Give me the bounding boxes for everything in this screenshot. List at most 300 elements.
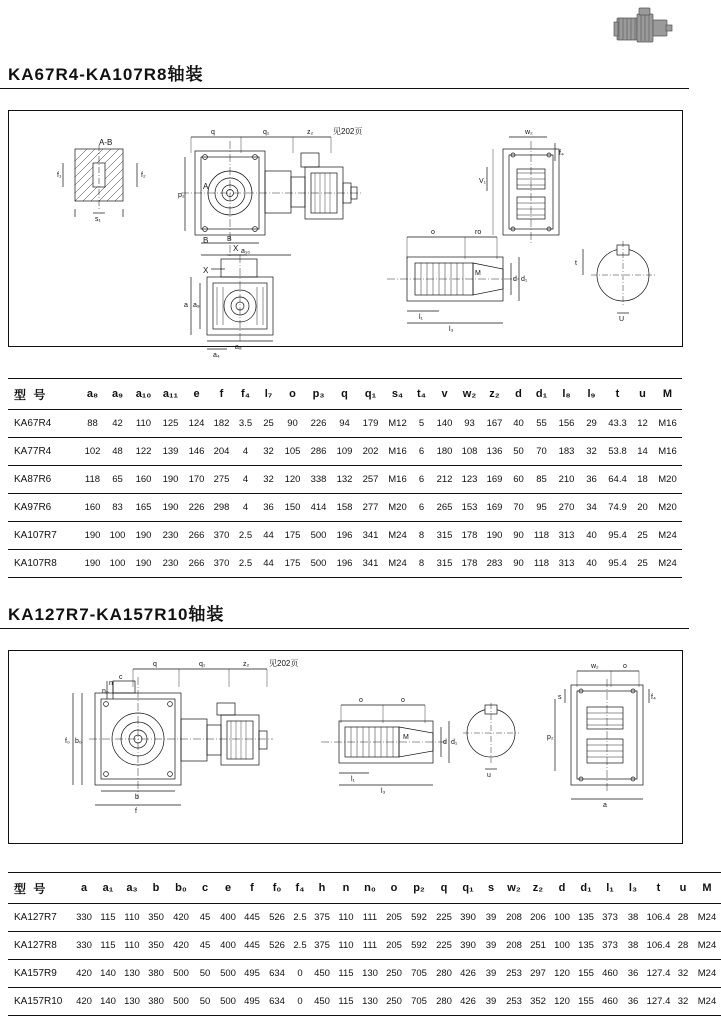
col-head-2: a₉ xyxy=(105,379,130,410)
spec-value-cell: 93 xyxy=(457,410,482,438)
spec-value-cell: 39 xyxy=(480,960,502,988)
spec-value-cell: 179 xyxy=(357,410,384,438)
svg-text:l₁: l₁ xyxy=(351,776,355,783)
spec-value-cell: M24 xyxy=(653,522,682,550)
col2-head-0: 型 号 xyxy=(8,873,72,904)
svg-text:o: o xyxy=(623,663,627,670)
col2-head-25: t xyxy=(644,873,673,904)
table-row xyxy=(8,494,682,522)
spec-value-cell: 130 xyxy=(358,988,382,1016)
spec-value-cell: 592 xyxy=(406,932,432,960)
spec-value-cell: 426 xyxy=(456,960,480,988)
spec-value-cell: 190 xyxy=(482,522,507,550)
spec-value-cell: 120 xyxy=(280,466,305,494)
spec-value-cell: 115 xyxy=(334,960,358,988)
spec-value-cell: 190 xyxy=(130,550,157,578)
spec-value-cell: 225 xyxy=(432,904,456,932)
spec-value-cell: 12 xyxy=(632,410,653,438)
svg-text:z₂: z₂ xyxy=(243,661,250,668)
section-2 xyxy=(0,600,689,629)
spec-value-cell: 230 xyxy=(157,522,184,550)
spec-value-cell: 257 xyxy=(357,466,384,494)
spec-value-cell: 180 xyxy=(432,438,457,466)
svg-text:f₂: f₂ xyxy=(141,172,146,179)
svg-text:s: s xyxy=(558,694,562,701)
spec-value-cell: 39 xyxy=(480,988,502,1016)
spec-value-cell: 100 xyxy=(550,904,574,932)
spec-value-cell: 286 xyxy=(305,438,332,466)
spec-value-cell: 370 xyxy=(209,522,234,550)
spec-value-cell: 25 xyxy=(632,550,653,578)
spec-value-cell: 25 xyxy=(632,522,653,550)
spec-value-cell: 130 xyxy=(120,988,144,1016)
spec-value-cell: 420 xyxy=(168,932,194,960)
gearbox-dimension-drawing-1 xyxy=(8,110,683,359)
spec-value-cell: 705 xyxy=(406,960,432,988)
spec-table-2-wrapper xyxy=(8,872,717,1016)
spec-value-cell: 178 xyxy=(457,522,482,550)
svg-text:o: o xyxy=(401,697,405,704)
spec-value-cell: 32 xyxy=(257,466,280,494)
spec-value-cell: 44 xyxy=(257,522,280,550)
col-head-20: l₈ xyxy=(553,379,580,410)
spec-value-cell: 190 xyxy=(130,522,157,550)
spec-value-cell: 6 xyxy=(411,438,432,466)
col2-head-23: l₁ xyxy=(598,873,622,904)
spec-value-cell: M24 xyxy=(693,904,721,932)
spec-value-cell: 39 xyxy=(480,932,502,960)
spec-value-cell: 315 xyxy=(432,550,457,578)
svg-text:f₄: f₄ xyxy=(651,694,656,701)
spec-value-cell: M24 xyxy=(384,522,411,550)
spec-value-cell: 4 xyxy=(234,494,257,522)
spec-value-cell: 445 xyxy=(240,932,264,960)
spec-value-cell: 265 xyxy=(432,494,457,522)
spec-value-cell: 450 xyxy=(310,960,334,988)
spec-value-cell: 36 xyxy=(622,960,644,988)
spec-value-cell: 495 xyxy=(240,988,264,1016)
spec-value-cell: 169 xyxy=(482,466,507,494)
model-name-cell: KA127R8 xyxy=(8,932,72,960)
spec-value-cell: 0 xyxy=(290,960,310,988)
spec-value-cell: 118 xyxy=(80,466,105,494)
spec-value-cell: 352 xyxy=(526,988,550,1016)
spec-value-cell: 158 xyxy=(332,494,357,522)
col2-head-14: o xyxy=(382,873,406,904)
col2-head-9: f₀ xyxy=(264,873,290,904)
spec-value-cell: 74.9 xyxy=(603,494,632,522)
spec-value-cell: 500 xyxy=(305,522,332,550)
col2-head-11: h xyxy=(310,873,334,904)
col2-head-24: l₃ xyxy=(622,873,644,904)
spec-value-cell: 253 xyxy=(502,988,526,1016)
col-head-17: z₂ xyxy=(482,379,507,410)
col2-head-10: f₄ xyxy=(290,873,310,904)
spec-value-cell: 426 xyxy=(456,988,480,1016)
spec-table-2-header-row xyxy=(8,873,721,904)
spec-value-cell: 460 xyxy=(598,960,622,988)
svg-text:a₉: a₉ xyxy=(193,302,200,309)
spec-value-cell: 230 xyxy=(157,550,184,578)
spec-value-cell: 53.8 xyxy=(603,438,632,466)
spec-value-cell: 90 xyxy=(507,550,530,578)
model-name-cell: KA67R4 xyxy=(8,410,80,438)
spec-value-cell: 341 xyxy=(357,522,384,550)
col-head-12: q₁ xyxy=(357,379,384,410)
col-head-3: a₁₀ xyxy=(130,379,157,410)
svg-text:a: a xyxy=(603,802,607,809)
spec-value-cell: 500 xyxy=(168,988,194,1016)
spec-value-cell: 250 xyxy=(382,988,406,1016)
spec-value-cell: 208 xyxy=(502,932,526,960)
spec-value-cell: 330 xyxy=(72,932,96,960)
table-row xyxy=(8,960,721,988)
spec-value-cell: 90 xyxy=(280,410,305,438)
table-row xyxy=(8,410,682,438)
spec-value-cell: 100 xyxy=(550,932,574,960)
svg-text:f₀: f₀ xyxy=(65,738,70,745)
spec-value-cell: 125 xyxy=(157,410,184,438)
spec-value-cell: 123 xyxy=(457,466,482,494)
svg-text:M: M xyxy=(403,734,409,741)
spec-value-cell: 118 xyxy=(530,522,553,550)
svg-text:s₁: s₁ xyxy=(95,216,101,223)
col2-head-13: n₀ xyxy=(358,873,382,904)
col2-head-2: a₁ xyxy=(96,873,120,904)
svg-text:B: B xyxy=(203,236,209,245)
spec-value-cell: 50 xyxy=(194,960,216,988)
spec-value-cell: 315 xyxy=(432,522,457,550)
spec-value-cell: 95.4 xyxy=(603,522,632,550)
spec-value-cell: M24 xyxy=(693,960,721,988)
svg-text:b₀: b₀ xyxy=(75,738,82,745)
spec-value-cell: 390 xyxy=(456,932,480,960)
spec-value-cell: 169 xyxy=(482,494,507,522)
spec-value-cell: 330 xyxy=(72,904,96,932)
spec-value-cell: 338 xyxy=(305,466,332,494)
col-head-19: d₁ xyxy=(530,379,553,410)
spec-value-cell: 45 xyxy=(194,932,216,960)
svg-text:l₃: l₃ xyxy=(381,788,386,795)
spec-table-1-wrapper xyxy=(8,378,681,578)
spec-value-cell: 90 xyxy=(507,522,530,550)
spec-value-cell: M12 xyxy=(384,410,411,438)
svg-text:p₂: p₂ xyxy=(178,192,185,199)
svg-text:o: o xyxy=(431,229,435,236)
spec-value-cell: 155 xyxy=(574,960,598,988)
spec-value-cell: 18 xyxy=(632,466,653,494)
spec-value-cell: 2.5 xyxy=(290,904,310,932)
spec-value-cell: 150 xyxy=(280,494,305,522)
svg-text:l₁: l₁ xyxy=(419,314,423,321)
spec-value-cell: 8 xyxy=(411,522,432,550)
spec-value-cell: 32 xyxy=(673,960,693,988)
spec-value-cell: 226 xyxy=(305,410,332,438)
spec-value-cell: M24 xyxy=(653,550,682,578)
spec-value-cell: 270 xyxy=(553,494,580,522)
spec-value-cell: 32 xyxy=(673,988,693,1016)
col-head-22: t xyxy=(603,379,632,410)
svg-text:d: d xyxy=(443,739,447,746)
spec-value-cell: 250 xyxy=(382,960,406,988)
spec-value-cell: 283 xyxy=(482,550,507,578)
spec-value-cell: 43.3 xyxy=(603,410,632,438)
section-1-rule xyxy=(0,88,689,89)
col2-head-17: q₁ xyxy=(456,873,480,904)
spec-table-1 xyxy=(8,378,682,578)
gearbox-dimension-drawing-2 xyxy=(8,650,683,844)
spec-value-cell: 175 xyxy=(280,550,305,578)
spec-value-cell: 266 xyxy=(184,522,209,550)
spec-value-cell: 55 xyxy=(530,410,553,438)
col2-head-21: d xyxy=(550,873,574,904)
spec-value-cell: 64.4 xyxy=(603,466,632,494)
spec-value-cell: 122 xyxy=(130,438,157,466)
svg-text:X: X xyxy=(203,266,209,275)
col-head-15: v xyxy=(432,379,457,410)
spec-value-cell: 210 xyxy=(553,466,580,494)
spec-value-cell: 140 xyxy=(96,988,120,1016)
spec-value-cell: 108 xyxy=(457,438,482,466)
svg-text:U: U xyxy=(619,316,625,323)
section-1 xyxy=(0,60,689,89)
model-name-cell: KA127R7 xyxy=(8,904,72,932)
svg-text:A: A xyxy=(203,182,209,191)
svg-text:a: a xyxy=(184,302,188,309)
spec-value-cell: 115 xyxy=(96,904,120,932)
spec-value-cell: 526 xyxy=(264,904,290,932)
col-head-21: l₉ xyxy=(580,379,603,410)
col2-head-16: q xyxy=(432,873,456,904)
col-head-7: f₄ xyxy=(234,379,257,410)
spec-value-cell: 124 xyxy=(184,410,209,438)
col-head-8: l₇ xyxy=(257,379,280,410)
model-name-cell: KA87R6 xyxy=(8,466,80,494)
spec-value-cell: 127.4 xyxy=(644,960,673,988)
spec-value-cell: 100 xyxy=(105,522,130,550)
spec-value-cell: 196 xyxy=(332,550,357,578)
spec-value-cell: 136 xyxy=(482,438,507,466)
spec-value-cell: 4 xyxy=(234,438,257,466)
spec-value-cell: 111 xyxy=(358,904,382,932)
col2-head-4: b xyxy=(144,873,168,904)
col-head-24: M xyxy=(653,379,682,410)
col-head-18: d xyxy=(507,379,530,410)
svg-text:q: q xyxy=(211,129,215,136)
col-head-13: s₄ xyxy=(384,379,411,410)
spec-value-cell: 175 xyxy=(280,522,305,550)
spec-value-cell: 115 xyxy=(96,932,120,960)
spec-value-cell: 32 xyxy=(257,438,280,466)
col2-head-1: a xyxy=(72,873,96,904)
spec-value-cell: 380 xyxy=(144,960,168,988)
gearbox-icon xyxy=(613,6,675,50)
spec-value-cell: 85 xyxy=(530,466,553,494)
col2-head-7: e xyxy=(216,873,240,904)
spec-value-cell: 135 xyxy=(574,904,598,932)
spec-value-cell: 500 xyxy=(216,988,240,1016)
svg-text:B: B xyxy=(227,236,232,243)
svg-text:n: n xyxy=(109,680,113,687)
spec-value-cell: 83 xyxy=(105,494,130,522)
spec-value-cell: 160 xyxy=(130,466,157,494)
svg-text:t: t xyxy=(575,260,577,267)
spec-value-cell: 110 xyxy=(120,904,144,932)
spec-value-cell: 380 xyxy=(144,988,168,1016)
section-2-rule xyxy=(0,628,689,629)
spec-value-cell: 39 xyxy=(480,904,502,932)
spec-value-cell: 6 xyxy=(411,466,432,494)
spec-value-cell: M24 xyxy=(693,932,721,960)
col2-head-18: s xyxy=(480,873,502,904)
spec-value-cell: 275 xyxy=(209,466,234,494)
spec-value-cell: 313 xyxy=(553,550,580,578)
spec-table-1-header-row xyxy=(8,379,682,410)
spec-value-cell: 42 xyxy=(105,410,130,438)
spec-value-cell: 95 xyxy=(530,494,553,522)
spec-value-cell: 110 xyxy=(130,410,157,438)
spec-value-cell: 132 xyxy=(332,466,357,494)
spec-value-cell: 100 xyxy=(105,550,130,578)
spec-value-cell: 36 xyxy=(257,494,280,522)
spec-value-cell: 500 xyxy=(305,550,332,578)
spec-value-cell: 212 xyxy=(432,466,457,494)
section-1-title: KA67R4-KA107R8轴装 xyxy=(8,65,204,84)
spec-value-cell: 350 xyxy=(144,904,168,932)
spec-value-cell: 106.4 xyxy=(644,904,673,932)
spec-value-cell: 70 xyxy=(530,438,553,466)
spec-value-cell: 40 xyxy=(580,522,603,550)
svg-text:w₂: w₂ xyxy=(525,129,533,136)
spec-value-cell: 297 xyxy=(526,960,550,988)
spec-value-cell: 45 xyxy=(194,904,216,932)
spec-value-cell: 65 xyxy=(105,466,130,494)
col2-head-19: w₂ xyxy=(502,873,526,904)
svg-text:d₁: d₁ xyxy=(451,739,458,746)
spec-value-cell: 160 xyxy=(80,494,105,522)
spec-value-cell: 20 xyxy=(632,494,653,522)
spec-value-cell: 106.4 xyxy=(644,932,673,960)
spec-value-cell: 29 xyxy=(580,410,603,438)
svg-text:A-B: A-B xyxy=(99,138,113,147)
spec-value-cell: 140 xyxy=(96,960,120,988)
svg-text:p₂: p₂ xyxy=(547,734,554,741)
table-row xyxy=(8,988,721,1016)
spec-value-cell: 146 xyxy=(184,438,209,466)
svg-text:X: X xyxy=(233,244,239,253)
spec-value-cell: 115 xyxy=(334,988,358,1016)
spec-value-cell: 420 xyxy=(72,988,96,1016)
svg-text:n₀: n₀ xyxy=(102,688,109,695)
spec-value-cell: 375 xyxy=(310,904,334,932)
spec-value-cell: 592 xyxy=(406,904,432,932)
svg-text:a₄: a₄ xyxy=(213,352,220,359)
spec-value-cell: 2.5 xyxy=(290,932,310,960)
spec-value-cell: 460 xyxy=(598,988,622,1016)
spec-value-cell: 95.4 xyxy=(603,550,632,578)
spec-value-cell: 313 xyxy=(553,522,580,550)
spec-value-cell: 298 xyxy=(209,494,234,522)
spec-value-cell: 2.5 xyxy=(234,550,257,578)
svg-text:f: f xyxy=(135,808,137,815)
col2-head-5: b₀ xyxy=(168,873,194,904)
model-name-cell: KA157R9 xyxy=(8,960,72,988)
spec-value-cell: 127.4 xyxy=(644,988,673,1016)
spec-value-cell: M16 xyxy=(384,466,411,494)
spec-value-cell: 420 xyxy=(72,960,96,988)
spec-value-cell: 110 xyxy=(334,932,358,960)
spec-value-cell: 44 xyxy=(257,550,280,578)
svg-text:c: c xyxy=(119,674,123,681)
spec-value-cell: 36 xyxy=(580,466,603,494)
section-2-title: KA127R7-KA157R10轴装 xyxy=(8,605,225,624)
model-name-cell: KA107R7 xyxy=(8,522,80,550)
spec-value-cell: M16 xyxy=(384,438,411,466)
spec-value-cell: 226 xyxy=(184,494,209,522)
spec-value-cell: 206 xyxy=(526,904,550,932)
spec-value-cell: 139 xyxy=(157,438,184,466)
model-name-cell: KA77R4 xyxy=(8,438,80,466)
svg-text:w₂: w₂ xyxy=(591,663,599,670)
spec-value-cell: 102 xyxy=(80,438,105,466)
spec-value-cell: 110 xyxy=(120,932,144,960)
spec-value-cell: 8 xyxy=(411,550,432,578)
spec-value-cell: 178 xyxy=(457,550,482,578)
spec-value-cell: 60 xyxy=(507,466,530,494)
spec-value-cell: 130 xyxy=(358,960,382,988)
spec-value-cell: M24 xyxy=(384,550,411,578)
spec-value-cell: 420 xyxy=(168,904,194,932)
spec-value-cell: 105 xyxy=(280,438,305,466)
table-row xyxy=(8,466,682,494)
spec-value-cell: 495 xyxy=(240,960,264,988)
svg-text:q₁: q₁ xyxy=(199,661,206,668)
col-head-9: o xyxy=(280,379,305,410)
col-head-23: u xyxy=(632,379,653,410)
spec-value-cell: 48 xyxy=(105,438,130,466)
spec-value-cell: 390 xyxy=(456,904,480,932)
spec-value-cell: 190 xyxy=(80,550,105,578)
spec-value-cell: 118 xyxy=(530,550,553,578)
spec-value-cell: 6 xyxy=(411,494,432,522)
spec-value-cell: 167 xyxy=(482,410,507,438)
spec-value-cell: 341 xyxy=(357,550,384,578)
spec-value-cell: M24 xyxy=(693,988,721,1016)
col2-head-8: f xyxy=(240,873,264,904)
spec-value-cell: M16 xyxy=(653,410,682,438)
spec-value-cell: 266 xyxy=(184,550,209,578)
spec-value-cell: 3.5 xyxy=(234,410,257,438)
col-head-11: q xyxy=(332,379,357,410)
spec-value-cell: M16 xyxy=(653,438,682,466)
svg-text:a₁₀: a₁₀ xyxy=(241,248,251,255)
table-row xyxy=(8,550,682,578)
table-row xyxy=(8,438,682,466)
spec-value-cell: 450 xyxy=(310,988,334,1016)
spec-value-cell: 277 xyxy=(357,494,384,522)
svg-text:见202页: 见202页 xyxy=(269,659,299,668)
spec-value-cell: 120 xyxy=(550,960,574,988)
svg-text:q: q xyxy=(153,661,157,668)
col2-head-26: u xyxy=(673,873,693,904)
spec-value-cell: 205 xyxy=(382,904,406,932)
spec-value-cell: 40 xyxy=(580,550,603,578)
svg-text:b: b xyxy=(135,794,139,801)
spec-value-cell: 182 xyxy=(209,410,234,438)
table-row xyxy=(8,932,721,960)
spec-table-2 xyxy=(8,872,721,1016)
svg-text:z₂: z₂ xyxy=(307,129,314,136)
